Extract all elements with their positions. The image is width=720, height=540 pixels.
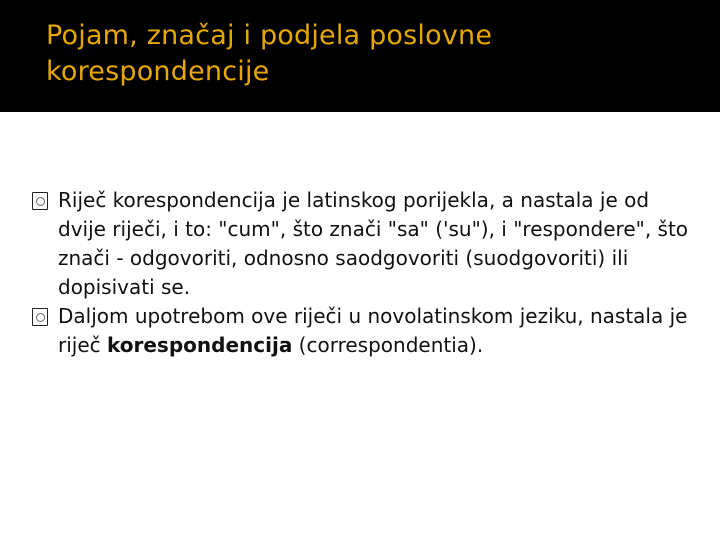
title-bar xyxy=(0,0,720,112)
square-bullet-icon xyxy=(32,308,48,326)
slide-content xyxy=(32,186,702,360)
bold-term: korespondencija xyxy=(107,333,293,357)
bullet-text-part: (correspondentia). xyxy=(292,333,484,357)
bullet-text: Riječ korespondencija je latinskog porijekla, a nastala je od dvije riječi, i to: "cum", što znači "sa" ('su"), i "respondere", što znači - odgovoriti, odnosno saodgovoriti (suodgovoriti) ili dopisivati se. xyxy=(58,188,689,299)
bullet-item xyxy=(32,186,702,302)
square-bullet-icon xyxy=(32,192,48,210)
bullet-text-part: Daljom upotrebom ove riječi u novolatinskom jeziku, nastala je riječ xyxy=(58,304,688,357)
slide-title: Pojam, značaj i podjela poslovne korespondencije xyxy=(46,20,493,87)
bullet-item xyxy=(32,302,702,360)
